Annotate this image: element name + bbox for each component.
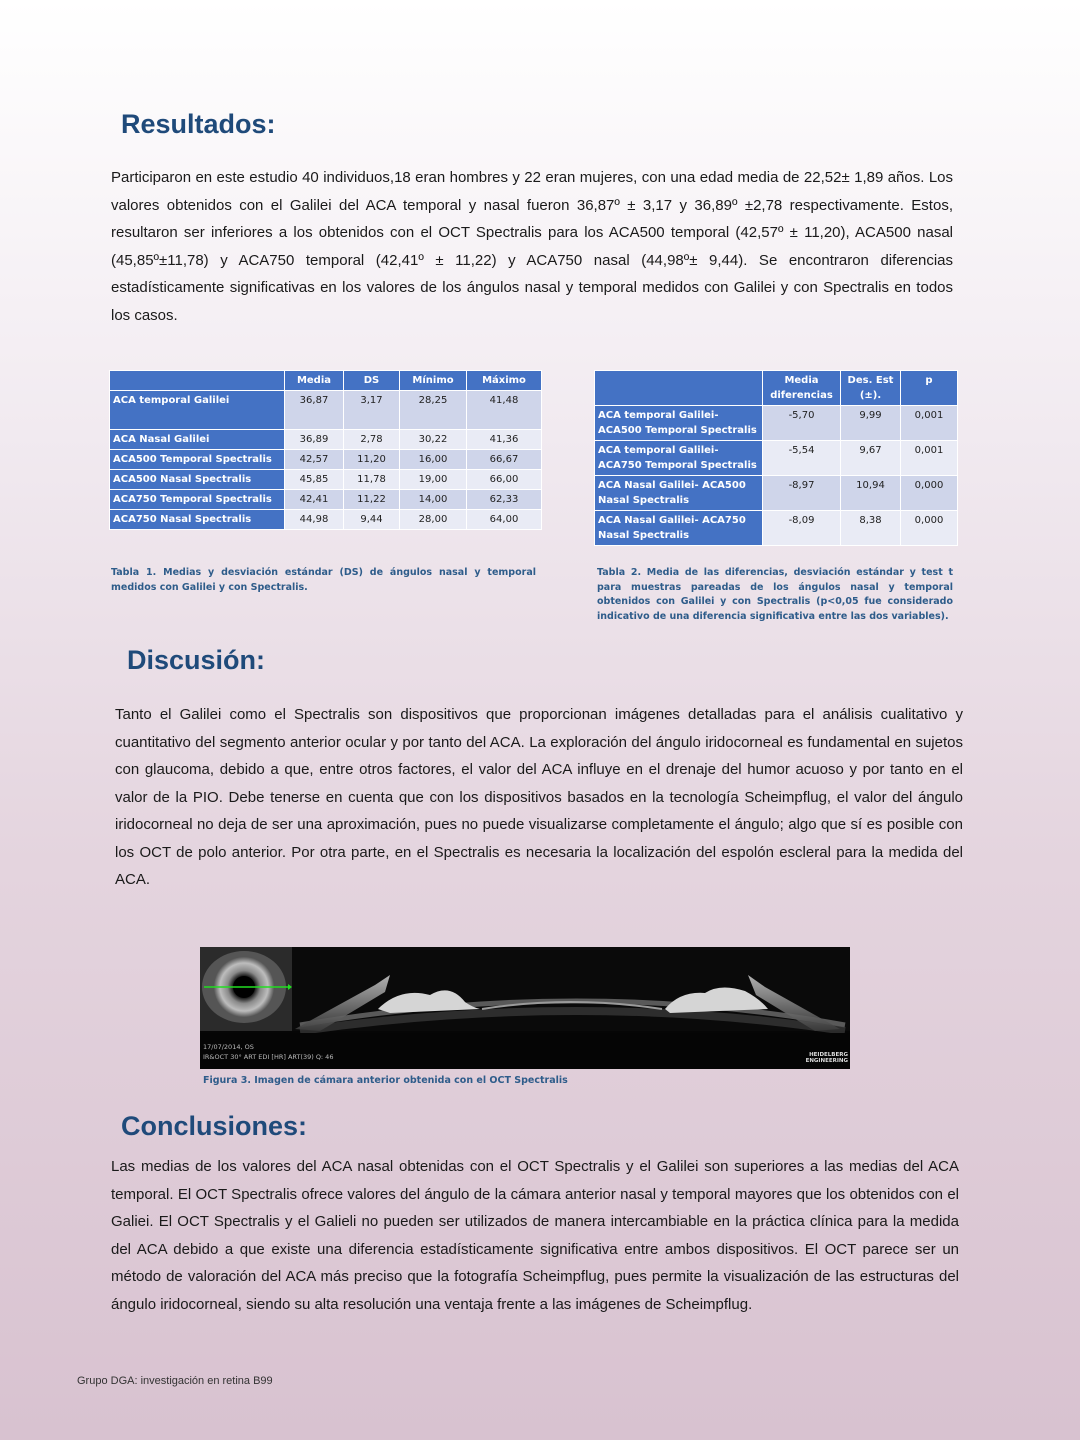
table-row bbox=[110, 470, 542, 490]
table-2-caption bbox=[597, 566, 953, 624]
cell-media: 45,85 bbox=[285, 470, 344, 490]
cell-de: 10,94 bbox=[841, 476, 901, 511]
row-label: ACA Nasal Galilei- ACA750 Nasal Spectralis bbox=[595, 511, 763, 546]
row-label: ACA Nasal Galilei bbox=[110, 430, 285, 450]
logo-line-2: ENGINEERING bbox=[805, 1058, 848, 1064]
table-row bbox=[595, 476, 958, 511]
figure-3-caption bbox=[203, 1074, 843, 1089]
table-2-header-row bbox=[595, 371, 958, 406]
cell-max: 66,67 bbox=[467, 450, 542, 470]
cell-max: 62,33 bbox=[467, 490, 542, 510]
row-label: ACA750 Temporal Spectralis bbox=[110, 490, 285, 510]
cell-ds: 9,44 bbox=[344, 510, 400, 530]
row-label: ACA temporal Galilei bbox=[110, 391, 285, 430]
cell-min: 30,22 bbox=[400, 430, 467, 450]
table-2-caption-label: Tabla 2. bbox=[597, 567, 642, 578]
cell-de: 9,67 bbox=[841, 441, 901, 476]
cell-min: 28,25 bbox=[400, 391, 467, 430]
row-label: ACA temporal Galilei- ACA750 Temporal Spectralis bbox=[595, 441, 763, 476]
oct-params-label: IR&OCT 30° ART EDI [HR] ART(39) Q: 46 bbox=[203, 1053, 334, 1061]
cell-media: -5,70 bbox=[763, 406, 841, 441]
table-1-header-row bbox=[110, 371, 542, 391]
table-row bbox=[110, 430, 542, 450]
row-label: ACA temporal Galilei- ACA500 Temporal Spectralis bbox=[595, 406, 763, 441]
cell-ds: 11,78 bbox=[344, 470, 400, 490]
cell-media: 42,57 bbox=[285, 450, 344, 470]
row-label: ACA750 Nasal Spectralis bbox=[110, 510, 285, 530]
table-2-caption-text: Media de las diferencias, desviación estándar y test t para muestras pareadas de los ángulos nasal y temporal obtenidos con Galilei y con Spectralis (p<0,05 fue considerado indicativo de una diferencia significativa entre las dos variables). bbox=[597, 567, 953, 622]
figure-3-caption-label: Figura 3. bbox=[203, 1075, 251, 1086]
table-1-header-media: Media bbox=[285, 371, 344, 391]
cell-max: 66,00 bbox=[467, 470, 542, 490]
table-1-caption-label: Tabla 1. bbox=[111, 567, 157, 578]
oct-anterior-chamber-image bbox=[200, 947, 850, 1069]
cell-max: 41,48 bbox=[467, 391, 542, 430]
cell-min: 16,00 bbox=[400, 450, 467, 470]
cell-media: 36,87 bbox=[285, 391, 344, 430]
conclusions-heading: Conclusiones: bbox=[121, 1111, 308, 1141]
table-row bbox=[595, 441, 958, 476]
logo-line-1: HEIDELBERG bbox=[809, 1052, 848, 1058]
table-1-caption-text: Medias y desviación estándar (DS) de ángulos nasal y temporal medidos con Galilei y con Spectralis. bbox=[111, 567, 536, 593]
cell-media: -8,97 bbox=[763, 476, 841, 511]
cell-p: 0,001 bbox=[901, 441, 958, 476]
oct-date-label: 17/07/2014, OS bbox=[203, 1043, 254, 1051]
table-1-header-min: Mínimo bbox=[400, 371, 467, 391]
cell-p: 0,001 bbox=[901, 406, 958, 441]
discussion-paragraph: Tanto el Galilei como el Spectralis son dispositivos que proporcionan imágenes detalladas para el análisis cualitativo y cuantitativo del segmento anterior ocular y por tanto del ACA. La exploración del ángulo iridocorneal es fundamental en sujetos con glaucoma, debido a que, entre otros factores, el valor del ACA influye en el drenaje del humor acuoso y por tanto en el valor de la PIO. Debe tenerse en cuenta que con los dispositivos basados en la tecnología Scheimpflug, el valor del ángulo iridocorneal no deja de ser una aproximación, pues no puede visualizarse completamente el ángulo; algo que sí es posible con los OCT de polo anterior. Por otra parte, en el Spectralis es necesaria la localización del espolón escleral para la medida del ACA. bbox=[115, 706, 963, 888]
table-row bbox=[110, 450, 542, 470]
heidelberg-logo bbox=[806, 1052, 848, 1064]
cell-media: -8,09 bbox=[763, 511, 841, 546]
table-1-header-empty bbox=[110, 371, 285, 391]
cell-max: 41,36 bbox=[467, 430, 542, 450]
cell-min: 28,00 bbox=[400, 510, 467, 530]
cell-media: 44,98 bbox=[285, 510, 344, 530]
cell-min: 19,00 bbox=[400, 470, 467, 490]
table-2-header-empty bbox=[595, 371, 763, 406]
table-2-header-de: Des. Est (±). bbox=[841, 371, 901, 406]
results-paragraph: Participaron en este estudio 40 individuos,18 eran hombres y 22 eran mujeres, con una edad media de 22,52± 1,89 años. Los valores obtenidos con el Galilei del ACA temporal y nasal fueron 36,87º ± 3,17 y 36,89º ±2,78 respectivamente. Estos, resultaron ser inferiores a los obtenidos con el OCT Spectralis para los ACA500 temporal (42,57º ± 11,20), ACA500 nasal (45,85º±11,78) y ACA750 temporal (42,41º ± 11,22) y ACA750 nasal (44,98º± 9,44). Se encontraron diferencias estadísticamente significativas en los valores de los ángulos nasal y temporal medidos con Galilei y con Spectralis en todos los casos. bbox=[111, 169, 953, 324]
table-2 bbox=[594, 370, 958, 546]
row-label: ACA500 Temporal Spectralis bbox=[110, 450, 285, 470]
figure-3-caption-text: Imagen de cámara anterior obtenida con el OCT Spectralis bbox=[250, 1075, 568, 1086]
table-row bbox=[595, 406, 958, 441]
table-2-header-media: Media diferencias bbox=[763, 371, 841, 406]
cell-de: 8,38 bbox=[841, 511, 901, 546]
table-2-header-p: p bbox=[901, 371, 958, 406]
cell-media: 42,41 bbox=[285, 490, 344, 510]
results-heading: Resultados: bbox=[121, 109, 276, 139]
table-1-header-ds: DS bbox=[344, 371, 400, 391]
table-1 bbox=[109, 370, 542, 530]
table-row bbox=[110, 510, 542, 530]
cell-ds: 3,17 bbox=[344, 391, 400, 430]
discussion-heading: Discusión: bbox=[127, 645, 266, 675]
cell-p: 0,000 bbox=[901, 511, 958, 546]
table-1-header-max: Máximo bbox=[467, 371, 542, 391]
cell-media: 36,89 bbox=[285, 430, 344, 450]
cell-max: 64,00 bbox=[467, 510, 542, 530]
table-row bbox=[595, 511, 958, 546]
cell-p: 0,000 bbox=[901, 476, 958, 511]
cell-media: -5,54 bbox=[763, 441, 841, 476]
cell-ds: 11,20 bbox=[344, 450, 400, 470]
footer-text: Grupo DGA: investigación en retina B99 bbox=[77, 1375, 273, 1387]
cell-ds: 2,78 bbox=[344, 430, 400, 450]
table-row bbox=[110, 391, 542, 430]
cell-min: 14,00 bbox=[400, 490, 467, 510]
row-label: ACA Nasal Galilei- ACA500 Nasal Spectralis bbox=[595, 476, 763, 511]
table-1-caption bbox=[111, 566, 536, 595]
table-row bbox=[110, 490, 542, 510]
cell-ds: 11,22 bbox=[344, 490, 400, 510]
cell-de: 9,99 bbox=[841, 406, 901, 441]
oct-scan-graphic bbox=[200, 947, 850, 1069]
conclusions-paragraph: Las medias de los valores del ACA nasal obtenidas con el OCT Spectralis y el Galilei son superiores a las medias del ACA temporal. El OCT Spectralis ofrece valores del ángulo de la cámara anterior nasal y temporal mayores que los obtenidos con el Galiei. El OCT Spectralis y el Galieli no pueden ser utilizados de manera intercambiable en la práctica clínica para la medida del ACA debido a que existe una diferencia estadísticamente significativa entre ambos dispositivos. El OCT parece ser un método de valoración del ACA más preciso que la fotografía Scheimpflug, pues permite la visualización de las estructuras del ángulo iridocorneal, siendo su alta resolución una ventaja frente a las imágenes de Scheimpflug. bbox=[111, 1158, 959, 1313]
row-label: ACA500 Nasal Spectralis bbox=[110, 470, 285, 490]
